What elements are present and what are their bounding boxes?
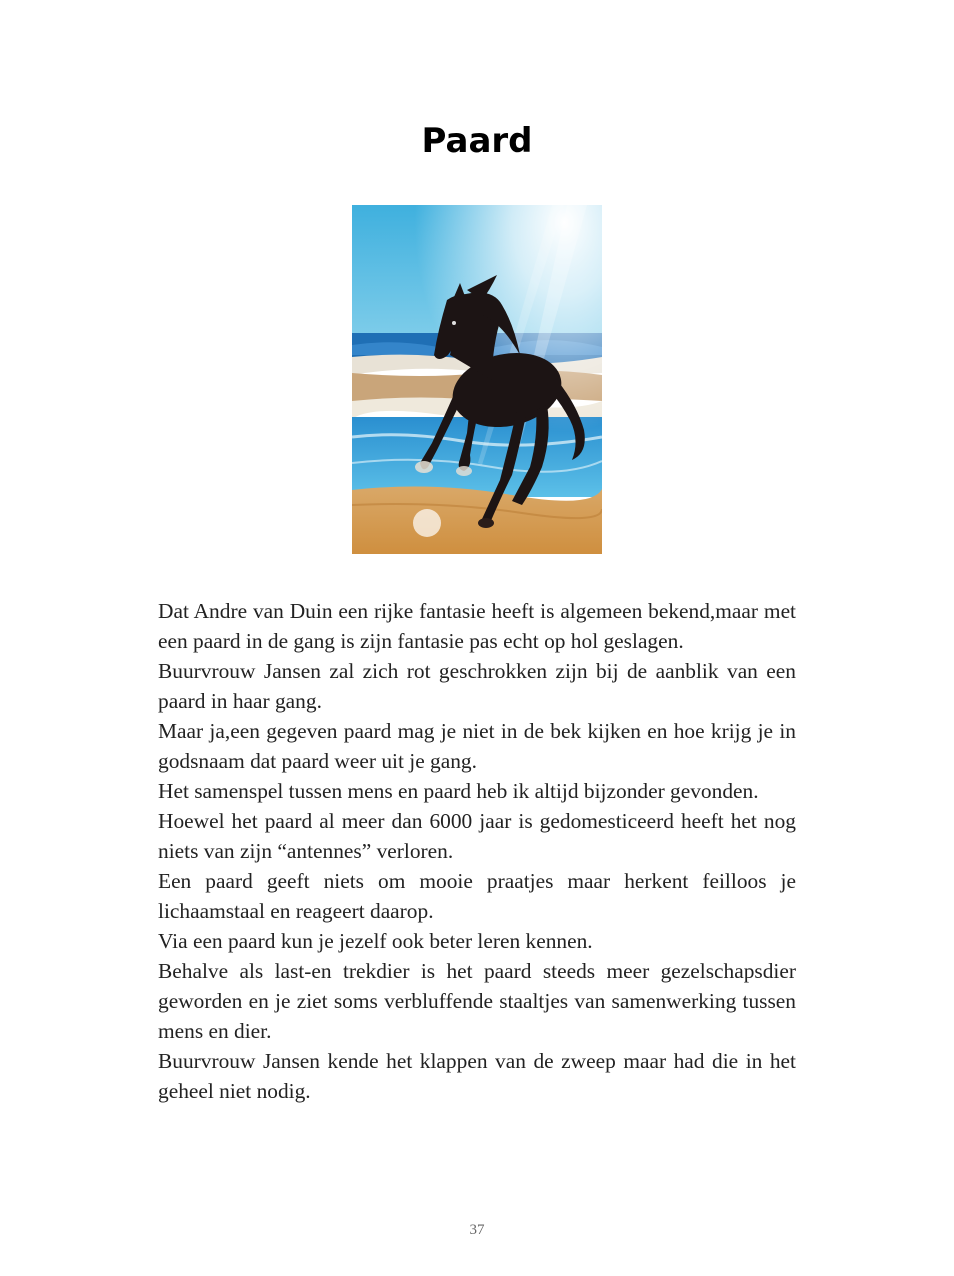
horse-painting-image xyxy=(352,205,602,554)
article-body xyxy=(158,596,796,1106)
paragraph: Het samenspel tussen mens en paard heb ik altijd bijzonder gevonden. xyxy=(158,779,759,803)
paragraph: Dat Andre van Duin een rijke fantasie heeft is algemeen bekend,maar met een paard in de gang is zijn fantasie pas echt op hol geslagen. xyxy=(158,599,796,653)
paragraph: Buurvrouw Jansen zal zich rot geschrokken zijn bij de aanblik van een paard in haar gang. xyxy=(158,659,796,713)
paragraph: Behalve als last-en trekdier is het paard steeds meer gezelschapsdier geworden en je ziet soms verbluffende staaltjes van samenwerking tussen mens en dier. xyxy=(158,959,796,1043)
paragraph: Maar ja,een gegeven paard mag je niet in de bek kijken en hoe krijg je in godsnaam dat paard weer uit je gang. xyxy=(158,719,796,773)
page-number: 37 xyxy=(469,1222,485,1238)
paragraph: Via een paard kun je jezelf ook beter leren kennen. xyxy=(158,929,593,953)
paragraph: Buurvrouw Jansen kende het klappen van de zweep maar had die in het geheel niet nodig. xyxy=(158,1049,796,1103)
paragraph: Hoewel het paard al meer dan 6000 jaar is gedomesticeerd heeft het nog niets van zijn “antennes” verloren. xyxy=(158,809,796,863)
page-title: Paard xyxy=(421,121,533,161)
horse-painting xyxy=(352,205,602,554)
paragraph: Een paard geeft niets om mooie praatjes maar herkent feilloos je lichaamstaal en reageert daarop. xyxy=(158,869,796,923)
